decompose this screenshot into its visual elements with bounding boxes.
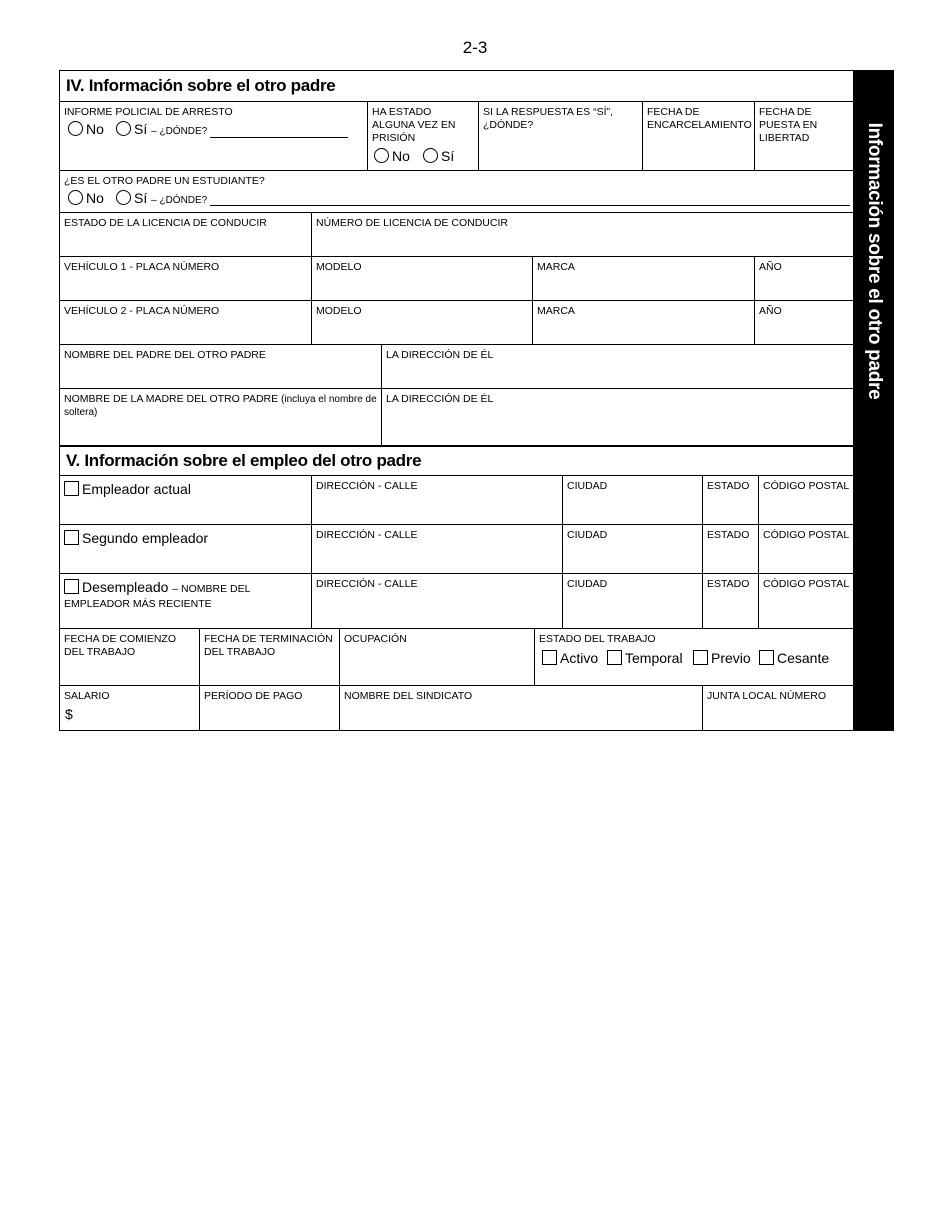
vehicle2-model-cell[interactable] (312, 301, 533, 344)
checkbox-icon[interactable] (607, 650, 622, 665)
occupation-label: OCUPACIÓN (344, 633, 407, 645)
mother-address-cell[interactable] (382, 389, 853, 445)
checkbox-icon[interactable] (64, 530, 79, 545)
radio-circle-icon[interactable] (374, 148, 389, 163)
vehicle2-model-label: MODELO (316, 305, 362, 317)
father-name-label: NOMBRE DEL PADRE DEL OTRO PADRE (64, 349, 266, 361)
vehicle1-model-cell[interactable] (312, 257, 533, 300)
current-employer-option[interactable]: Empleador actual (64, 481, 191, 497)
release-date-cell[interactable] (755, 102, 853, 170)
local-board-label: JUNTA LOCAL NÚMERO (707, 690, 827, 702)
prison-yes-option[interactable]: Sí (423, 148, 454, 164)
license-number-cell[interactable] (312, 213, 853, 256)
salary-cell[interactable] (60, 686, 200, 731)
second-street-cell[interactable] (312, 525, 563, 573)
status-temporary-option[interactable]: Temporal (607, 650, 683, 666)
arrest-report-cell (60, 102, 368, 170)
mother-address-label: LA DIRECCIÓN DE ÉL (386, 393, 494, 405)
currency-symbol: $ (65, 706, 73, 722)
sidebar-tab (854, 70, 894, 731)
work-status-label: ESTADO DEL TRABAJO (539, 633, 656, 645)
license-state-label: ESTADO DE LA LICENCIA DE CONDUCIR (64, 217, 267, 229)
other-parent-form (59, 70, 854, 731)
incarceration-date-label: FECHA DE ENCARCELAMIENTO (647, 106, 752, 131)
current-state-cell[interactable] (703, 476, 759, 524)
current-street-label: DIRECCIÓN - CALLE (316, 480, 418, 492)
prison-where-cell[interactable] (479, 102, 643, 170)
radio-circle-icon[interactable] (116, 121, 131, 136)
second-state-label: ESTADO (707, 529, 750, 541)
vehicle2-plate-label: VEHÍCULO 2 - PLACA NÚMERO (64, 305, 220, 317)
unemployed-state-label: ESTADO (707, 578, 750, 590)
arrest-report-label: INFORME POLICIAL DE ARRESTO (64, 106, 233, 118)
arrest-no-option[interactable]: No (68, 121, 104, 137)
radio-circle-icon[interactable] (68, 121, 83, 136)
unemployed-option[interactable]: Desempleado – NOMBRE DEL EMPLEADOR MÁS RECIENTE (64, 579, 251, 610)
vehicle1-make-label: MARCA (537, 261, 575, 273)
current-street-cell[interactable] (312, 476, 563, 524)
salary-label: SALARIO (64, 690, 110, 702)
incarceration-date-cell[interactable] (643, 102, 755, 170)
student-where-field[interactable] (210, 205, 850, 206)
local-board-cell[interactable] (703, 686, 853, 731)
vehicle2-year-label: AÑO (759, 305, 782, 317)
second-state-cell[interactable] (703, 525, 759, 573)
current-employer-cell (60, 476, 312, 524)
vehicle2-make-label: MARCA (537, 305, 575, 317)
unemployed-street-label: DIRECCIÓN - CALLE (316, 578, 418, 590)
mother-name-label: NOMBRE DE LA MADRE DEL OTRO PADRE (incluya el nombre de soltera) (64, 393, 377, 418)
status-laid-off-option[interactable]: Cesante (759, 650, 829, 666)
radio-circle-icon[interactable] (116, 190, 131, 205)
section5-title: V. Información sobre el empleo del otro padre (66, 451, 422, 470)
pay-period-label: PERÍODO DE PAGO (204, 690, 303, 702)
start-date-cell[interactable] (60, 629, 200, 685)
prison-label: HA ESTADO ALGUNA VEZ EN PRISIÓN (372, 106, 456, 144)
radio-circle-icon[interactable] (423, 148, 438, 163)
second-employer-cell (60, 525, 312, 573)
vehicle1-row (60, 257, 853, 301)
license-number-label: NÚMERO DE LICENCIA DE CONDUCIR (316, 217, 508, 229)
current-state-label: ESTADO (707, 480, 750, 492)
current-zip-cell[interactable] (759, 476, 853, 524)
license-state-cell[interactable] (60, 213, 312, 256)
unemployed-row (60, 574, 853, 629)
father-address-label: LA DIRECCIÓN DE ÉL (386, 349, 494, 361)
student-row (60, 171, 853, 213)
occupation-cell[interactable] (340, 629, 535, 685)
work-status-cell (535, 629, 853, 685)
current-city-label: CIUDAD (567, 480, 608, 492)
unemployed-zip-label: CÓDIGO POSTAL (763, 578, 850, 590)
second-city-cell[interactable] (563, 525, 703, 573)
pay-period-cell[interactable] (200, 686, 340, 731)
father-address-cell[interactable] (382, 345, 853, 388)
release-date-label: FECHA DE PUESTA EN LIBERTAD (759, 106, 818, 144)
page-number: 2-3 (462, 38, 488, 57)
unemployed-cell (60, 574, 312, 628)
section5-header (60, 447, 853, 476)
unemployed-city-cell[interactable] (563, 574, 703, 628)
vehicle1-plate-label: VEHÍCULO 1 - PLACA NÚMERO (64, 261, 220, 273)
checkbox-icon[interactable] (693, 650, 708, 665)
second-zip-label: CÓDIGO POSTAL (763, 529, 850, 541)
student-yes-option[interactable]: Sí – ¿DÓNDE? (116, 190, 207, 206)
vehicle1-year-cell[interactable] (755, 257, 853, 300)
unemployed-street-cell[interactable] (312, 574, 563, 628)
status-previous-option[interactable]: Previo (693, 650, 751, 666)
second-employer-option[interactable]: Segundo empleador (64, 530, 208, 546)
union-name-label: NOMBRE DEL SINDICATO (344, 690, 473, 702)
arrest-row (60, 102, 853, 171)
vehicle1-plate-cell[interactable] (60, 257, 312, 300)
start-date-label: FECHA DE COMIENZO DEL TRABAJO (64, 633, 177, 658)
father-row (60, 345, 853, 389)
mother-row (60, 389, 853, 447)
prison-cell (368, 102, 479, 170)
unemployed-zip-cell[interactable] (759, 574, 853, 628)
checkbox-icon[interactable] (64, 579, 79, 594)
status-active-option[interactable]: Activo (542, 650, 598, 666)
prison-where-label: SI LA RESPUESTA ES “SÍ”, ¿DÓNDE? (483, 106, 613, 131)
vehicle2-year-cell[interactable] (755, 301, 853, 344)
prison-no-option[interactable]: No (374, 148, 410, 164)
father-name-cell[interactable] (60, 345, 382, 388)
student-no-option[interactable]: No (68, 190, 104, 206)
vehicle1-make-cell[interactable] (533, 257, 755, 300)
section4-header (60, 71, 853, 102)
sidebar-title: Información sobre el otro padre (864, 122, 885, 400)
second-zip-cell[interactable] (759, 525, 853, 573)
unemployed-state-cell[interactable] (703, 574, 759, 628)
current-zip-label: CÓDIGO POSTAL (763, 480, 850, 492)
current-employer-row (60, 476, 853, 525)
second-city-label: CIUDAD (567, 529, 608, 541)
salary-row (60, 686, 853, 731)
arrest-yes-option[interactable]: Sí – ¿DÓNDE? (116, 121, 207, 137)
end-date-cell[interactable] (200, 629, 340, 685)
student-label: ¿ES EL OTRO PADRE UN ESTUDIANTE? (64, 175, 265, 187)
radio-circle-icon[interactable] (68, 190, 83, 205)
section4-title: IV. Información sobre el otro padre (66, 76, 336, 95)
union-name-cell[interactable] (340, 686, 703, 731)
checkbox-icon[interactable] (542, 650, 557, 665)
vehicle2-row (60, 301, 853, 345)
vehicle1-model-label: MODELO (316, 261, 362, 273)
checkbox-icon[interactable] (759, 650, 774, 665)
job-row (60, 629, 853, 686)
unemployed-city-label: CIUDAD (567, 578, 608, 590)
arrest-where-field[interactable] (210, 137, 348, 138)
end-date-label: FECHA DE TERMINACIÓN DEL TRABAJO (204, 633, 333, 658)
mother-name-cell[interactable] (60, 389, 382, 445)
second-street-label: DIRECCIÓN - CALLE (316, 529, 418, 541)
license-row (60, 213, 853, 257)
vehicle2-make-cell[interactable] (533, 301, 755, 344)
second-employer-row (60, 525, 853, 574)
vehicle1-year-label: AÑO (759, 261, 782, 273)
current-city-cell[interactable] (563, 476, 703, 524)
checkbox-icon[interactable] (64, 481, 79, 496)
vehicle2-plate-cell[interactable] (60, 301, 312, 344)
